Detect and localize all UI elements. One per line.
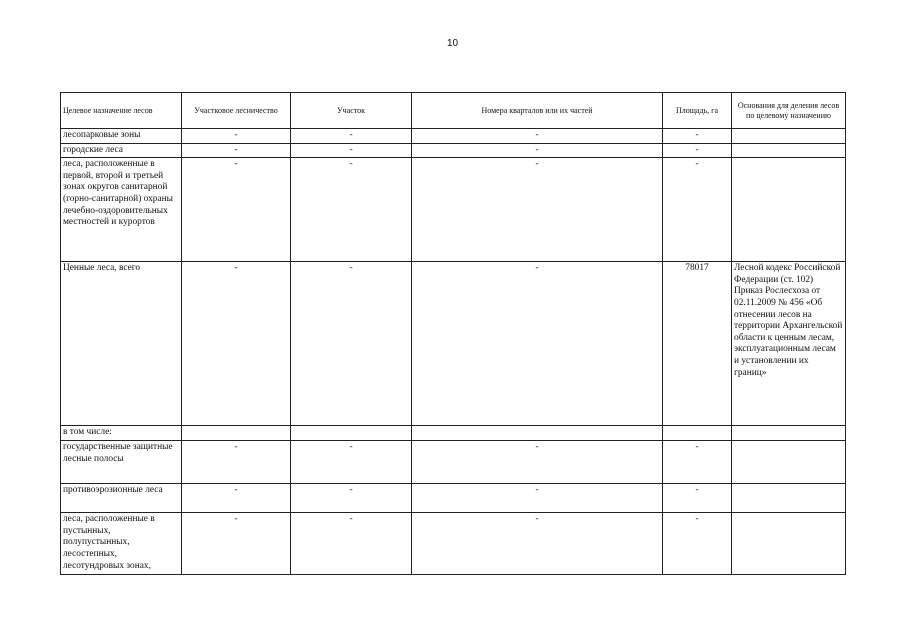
cell-basis <box>732 513 846 575</box>
cell-purpose: городские леса <box>61 143 182 158</box>
cell-forestry: - <box>182 262 291 426</box>
cell-basis <box>732 158 846 262</box>
header-section: Участок <box>291 93 412 129</box>
header-quarters: Номера кварталов или их частей <box>412 93 663 129</box>
cell-quarters: - <box>412 441 663 484</box>
table-row <box>61 426 846 441</box>
cell-section: - <box>291 484 412 513</box>
cell-area: 78017 <box>663 262 732 426</box>
cell-quarters: - <box>412 143 663 158</box>
cell-forestry: - <box>182 484 291 513</box>
cell-area: - <box>663 143 732 158</box>
table-row <box>61 513 846 575</box>
cell-forestry: - <box>182 143 291 158</box>
cell-area: - <box>663 513 732 575</box>
cell-purpose: леса, расположенные в пустынных, полупустынных, лесостепных, лесотундровых зонах, <box>61 513 182 575</box>
forest-purpose-table <box>60 92 846 575</box>
cell-section: - <box>291 158 412 262</box>
cell-area: - <box>663 158 732 262</box>
cell-purpose: противоэрозионные леса <box>61 484 182 513</box>
table-row <box>61 441 846 484</box>
cell-basis <box>732 143 846 158</box>
cell-section: - <box>291 262 412 426</box>
header-forestry: Участковое лесничество <box>182 93 291 129</box>
cell-area <box>663 426 732 441</box>
cell-quarters: - <box>412 129 663 144</box>
page-number: 10 <box>446 38 459 49</box>
cell-quarters: - <box>412 158 663 262</box>
table-row <box>61 158 846 262</box>
header-purpose: Целевое назначение лесов <box>61 93 182 129</box>
cell-quarters: - <box>412 513 663 575</box>
cell-quarters: - <box>412 262 663 426</box>
cell-purpose: государственные защитные лесные полосы <box>61 441 182 484</box>
cell-purpose: лесопарковые зоны <box>61 129 182 144</box>
cell-quarters <box>412 426 663 441</box>
cell-quarters: - <box>412 484 663 513</box>
table-row <box>61 143 846 158</box>
cell-area: - <box>663 484 732 513</box>
cell-basis <box>732 129 846 144</box>
table-row <box>61 129 846 144</box>
cell-section: - <box>291 513 412 575</box>
cell-area: - <box>663 129 732 144</box>
table-row <box>61 262 846 426</box>
header-area: Площадь, га <box>663 93 732 129</box>
cell-basis <box>732 426 846 441</box>
cell-forestry: - <box>182 441 291 484</box>
cell-forestry: - <box>182 158 291 262</box>
cell-purpose: леса, расположенные в первой, второй и третьей зонах округов санитарной (горно-санитарной) охраны лечебно-оздоровительных местностей и курортов <box>61 158 182 262</box>
cell-forestry: - <box>182 513 291 575</box>
cell-section: - <box>291 129 412 144</box>
cell-basis <box>732 441 846 484</box>
header-basis: Основания для деления лесов по целевому назначению <box>732 93 846 129</box>
table-row <box>61 484 846 513</box>
cell-forestry: - <box>182 129 291 144</box>
cell-basis: Лесной кодекс Российской Федерации (ст. 102) Приказ Рослесхоза от 02.11.2009 № 456 «Об отнесении лесов на территории Архангельской области к ценным лесам, эксплуатационным лесам и установлении их границ» <box>732 262 846 426</box>
cell-section <box>291 426 412 441</box>
cell-area: - <box>663 441 732 484</box>
cell-forestry <box>182 426 291 441</box>
table-header-row <box>61 93 846 129</box>
cell-basis <box>732 484 846 513</box>
cell-section: - <box>291 441 412 484</box>
cell-purpose: в том числе: <box>61 426 182 441</box>
cell-section: - <box>291 143 412 158</box>
cell-purpose: Ценные леса, всего <box>61 262 182 426</box>
